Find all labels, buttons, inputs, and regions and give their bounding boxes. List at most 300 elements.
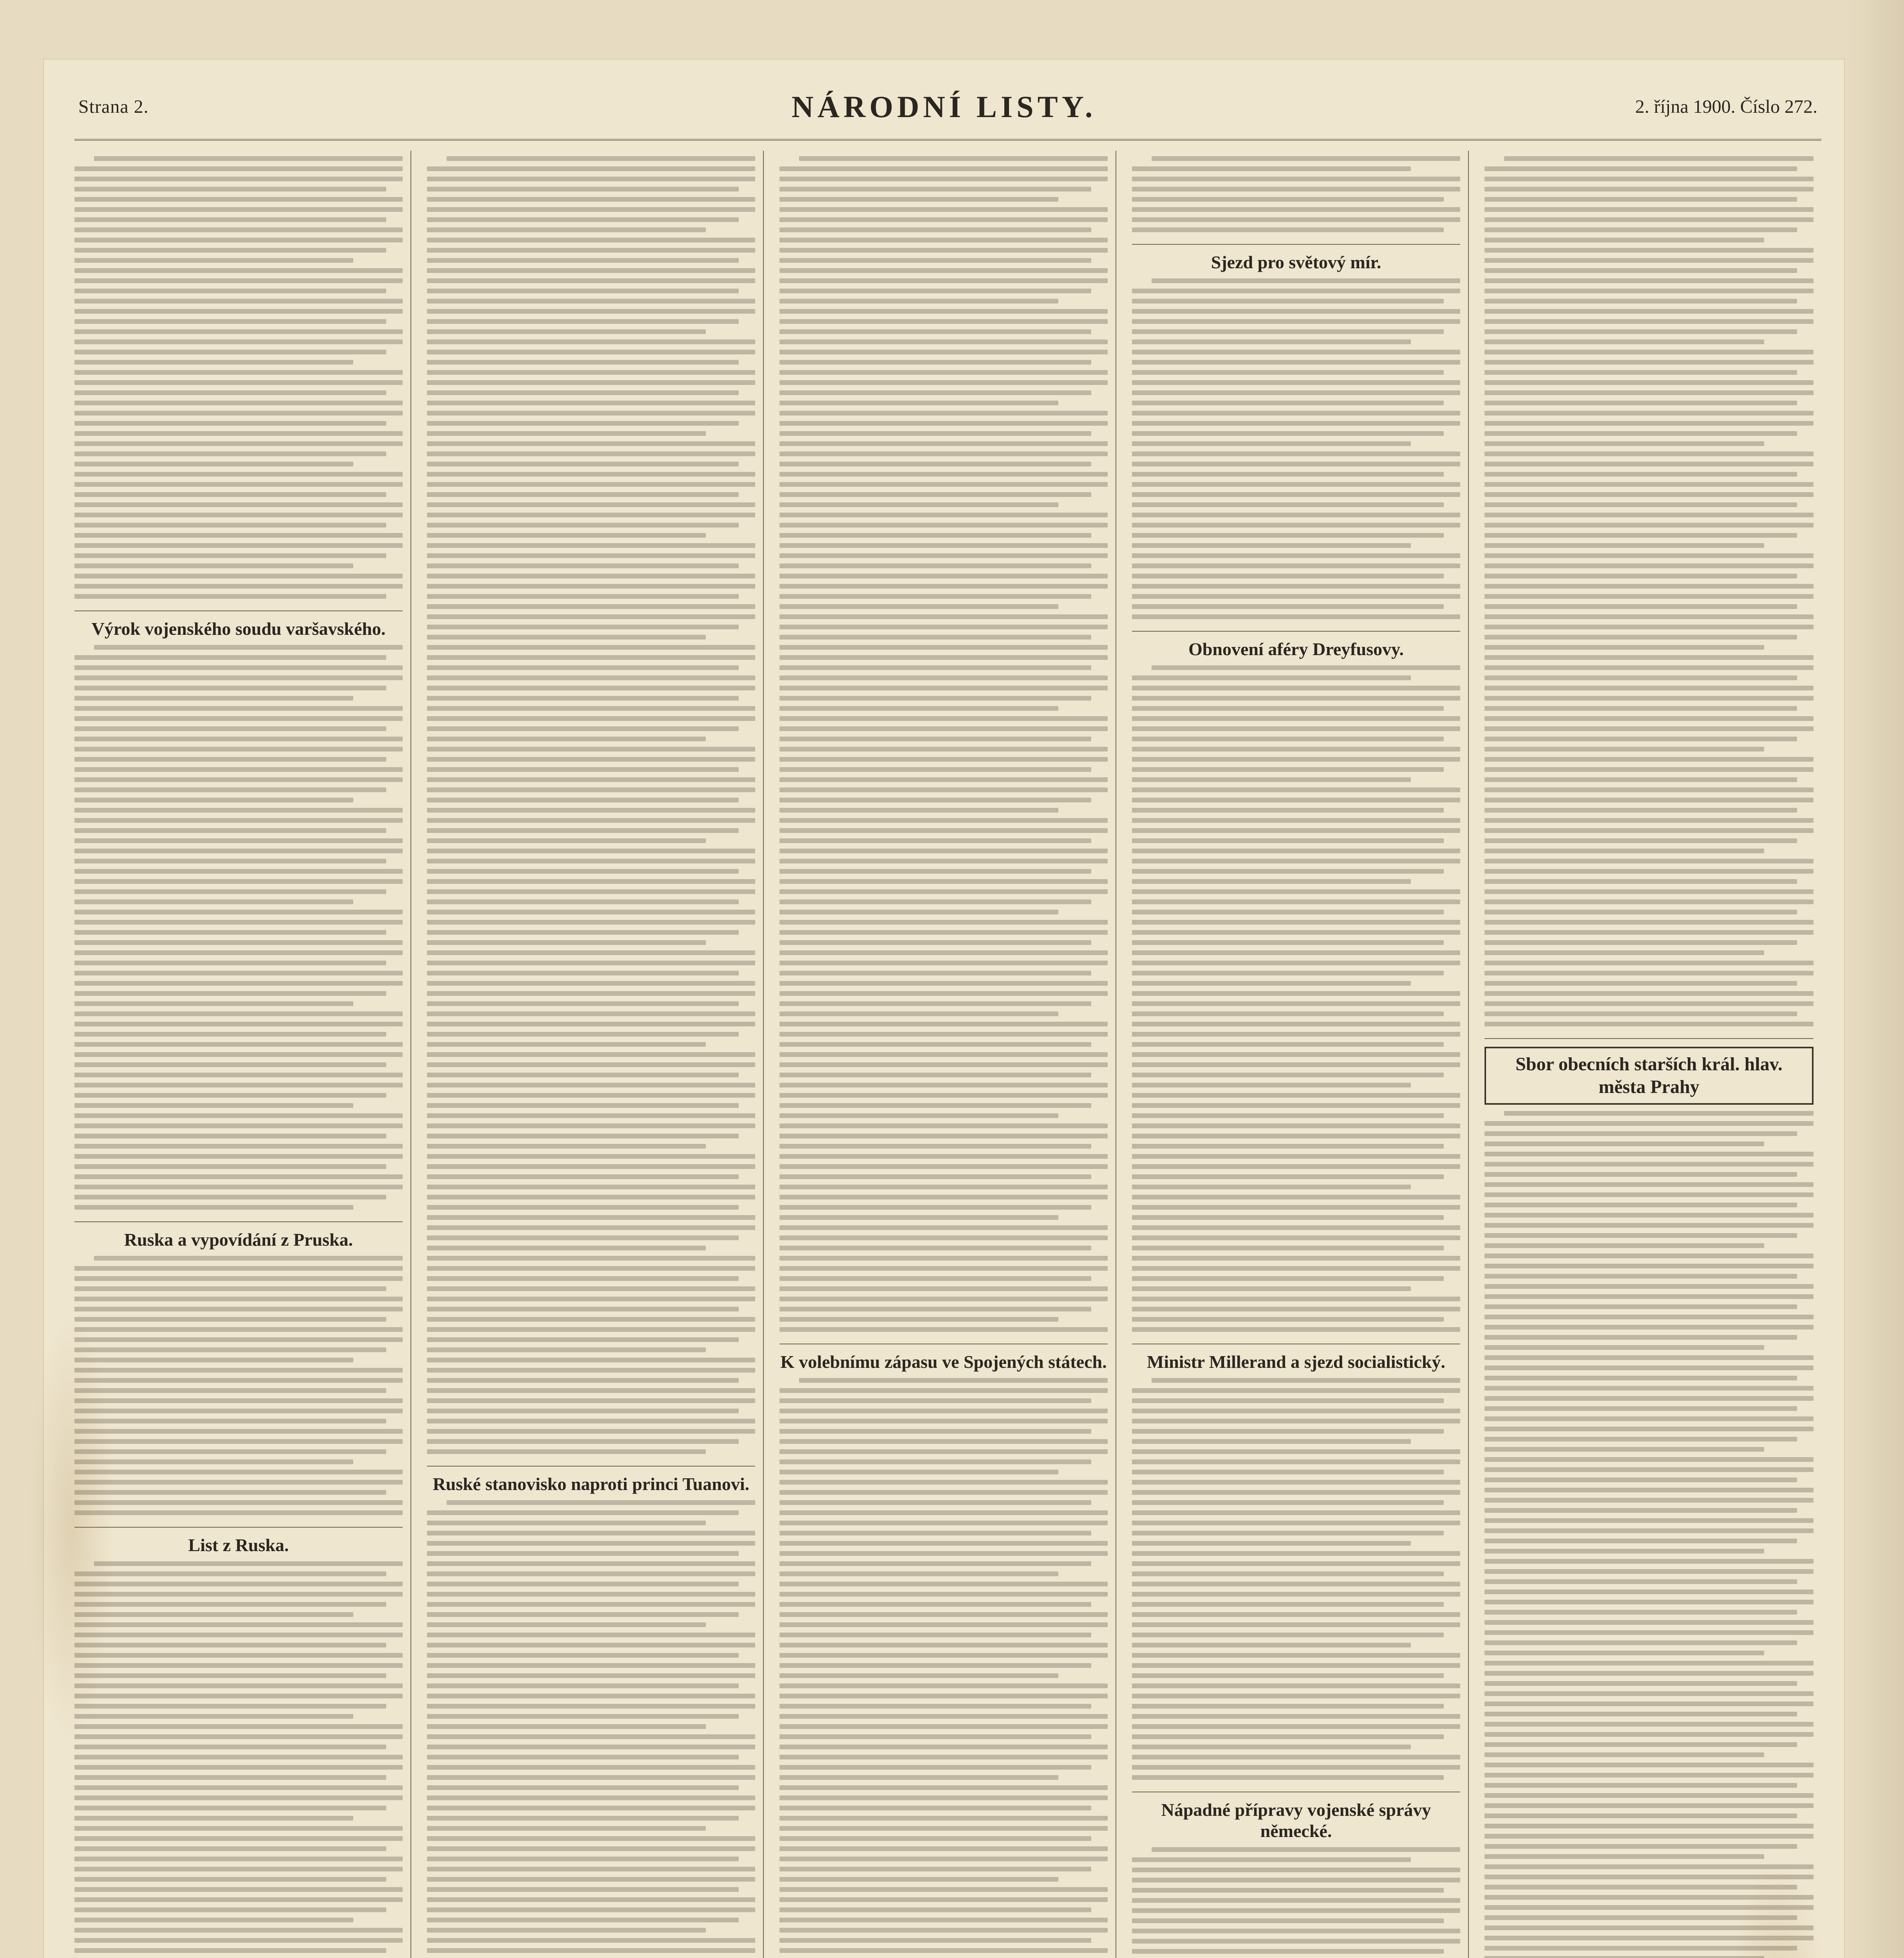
text-line bbox=[1485, 1640, 1797, 1645]
text-line bbox=[74, 1144, 403, 1149]
text-line bbox=[427, 950, 755, 955]
text-line bbox=[1132, 452, 1460, 456]
text-line bbox=[779, 1734, 1091, 1739]
text-line bbox=[1485, 492, 1814, 497]
text-line bbox=[427, 1439, 739, 1444]
text-line bbox=[1485, 726, 1814, 731]
text-line bbox=[1485, 1742, 1797, 1747]
text-line bbox=[779, 1816, 1108, 1821]
text-line bbox=[427, 380, 755, 385]
text-line bbox=[1485, 1630, 1814, 1635]
text-line bbox=[1132, 1510, 1460, 1515]
text-line bbox=[779, 187, 1091, 191]
text-line bbox=[1485, 1549, 1764, 1553]
text-line bbox=[427, 696, 739, 701]
text-line bbox=[779, 665, 1091, 670]
text-line bbox=[1132, 1062, 1460, 1067]
text-line bbox=[427, 1592, 755, 1597]
text-line bbox=[1485, 1569, 1814, 1574]
text-line bbox=[1485, 207, 1814, 212]
article bbox=[779, 156, 1108, 1332]
text-line bbox=[1485, 533, 1797, 538]
text-line bbox=[1485, 1335, 1797, 1340]
text-line bbox=[1485, 859, 1814, 863]
text-line bbox=[74, 1378, 403, 1383]
text-line bbox=[779, 1276, 1091, 1281]
text-line bbox=[1132, 1388, 1460, 1393]
text-line bbox=[1485, 543, 1764, 548]
text-line bbox=[1132, 584, 1460, 589]
text-line bbox=[779, 1012, 1058, 1016]
text-line bbox=[1485, 950, 1764, 955]
masthead: NÁRODNÍ LISTY. bbox=[791, 90, 1097, 124]
article bbox=[779, 1351, 1108, 1958]
text-line bbox=[1132, 1449, 1460, 1454]
text-line bbox=[1152, 156, 1460, 161]
text-line bbox=[427, 1938, 755, 1943]
text-line bbox=[427, 1113, 755, 1118]
text-line bbox=[427, 1887, 739, 1892]
text-line bbox=[74, 1755, 403, 1759]
text-line bbox=[427, 889, 755, 894]
text-line bbox=[1132, 1857, 1411, 1862]
text-line bbox=[74, 1857, 403, 1861]
text-line bbox=[1132, 401, 1444, 405]
text-line bbox=[427, 1795, 755, 1800]
text-line bbox=[74, 1826, 403, 1831]
text-line bbox=[74, 207, 403, 212]
text-line bbox=[1485, 1752, 1764, 1757]
text-line bbox=[74, 981, 403, 986]
text-line bbox=[74, 1317, 386, 1322]
text-line bbox=[1485, 1121, 1814, 1126]
text-line bbox=[1485, 1722, 1814, 1727]
text-line bbox=[1132, 513, 1460, 517]
text-line bbox=[779, 1246, 1091, 1250]
text-line bbox=[1132, 706, 1444, 711]
text-line bbox=[74, 1683, 403, 1688]
text-line bbox=[427, 1409, 739, 1413]
text-line bbox=[74, 1429, 403, 1434]
text-line bbox=[1132, 1602, 1444, 1607]
text-line bbox=[779, 197, 1058, 202]
text-line bbox=[779, 1154, 1108, 1159]
text-line bbox=[427, 278, 755, 283]
text-line bbox=[1132, 1235, 1460, 1240]
text-line bbox=[1132, 340, 1411, 344]
text-line bbox=[427, 849, 755, 853]
text-line bbox=[1132, 289, 1460, 293]
text-line bbox=[779, 1643, 1108, 1647]
text-line bbox=[74, 502, 403, 507]
text-line bbox=[779, 1836, 1091, 1841]
text-line bbox=[1485, 1427, 1814, 1431]
text-line bbox=[779, 1449, 1108, 1454]
text-line bbox=[779, 1846, 1108, 1851]
text-line bbox=[1132, 228, 1444, 232]
text-line bbox=[427, 1571, 755, 1576]
text-line bbox=[779, 991, 1108, 996]
text-line bbox=[799, 1378, 1108, 1383]
text-line bbox=[1132, 1694, 1460, 1698]
text-line bbox=[427, 197, 755, 202]
text-line bbox=[1132, 482, 1460, 487]
text-line bbox=[779, 696, 1091, 701]
text-line bbox=[427, 1673, 755, 1678]
text-line bbox=[427, 166, 755, 171]
text-line bbox=[427, 187, 739, 191]
text-line bbox=[74, 340, 403, 344]
text-line bbox=[427, 747, 755, 751]
text-line bbox=[74, 360, 353, 365]
text-line bbox=[779, 889, 1108, 894]
text-line bbox=[427, 1154, 755, 1159]
text-line bbox=[74, 889, 386, 894]
article-separator bbox=[74, 1221, 403, 1222]
text-line bbox=[1132, 1459, 1460, 1464]
text-line bbox=[74, 1694, 403, 1698]
text-line bbox=[1132, 737, 1444, 741]
text-line bbox=[74, 441, 403, 446]
text-line bbox=[1485, 441, 1764, 446]
text-line bbox=[74, 350, 386, 354]
text-line bbox=[779, 502, 1058, 507]
text-line bbox=[427, 1093, 755, 1098]
text-line bbox=[1485, 1956, 1764, 1958]
date-issue: 2. října 1900. Číslo 272. bbox=[1635, 96, 1817, 117]
text-line bbox=[427, 726, 739, 731]
text-line bbox=[1485, 1274, 1797, 1279]
text-line bbox=[1132, 1205, 1460, 1210]
text-line bbox=[427, 1765, 755, 1770]
text-line bbox=[427, 452, 755, 456]
text-line bbox=[1132, 1898, 1460, 1903]
text-line bbox=[779, 594, 1091, 599]
text-line bbox=[1485, 1416, 1814, 1421]
text-line bbox=[1485, 900, 1814, 904]
text-line bbox=[1132, 1592, 1460, 1597]
text-line bbox=[779, 1388, 1108, 1393]
text-line bbox=[1132, 1073, 1444, 1077]
text-line bbox=[1485, 1712, 1797, 1716]
text-line bbox=[779, 1093, 1108, 1098]
text-line bbox=[1132, 594, 1460, 599]
text-line bbox=[779, 1897, 1108, 1902]
text-line bbox=[779, 818, 1108, 823]
text-line bbox=[779, 1062, 1108, 1067]
text-line bbox=[779, 248, 1108, 253]
text-line bbox=[1485, 1844, 1797, 1849]
text-line bbox=[779, 278, 1108, 283]
text-line bbox=[1132, 197, 1444, 202]
text-line bbox=[1485, 248, 1814, 253]
text-line bbox=[1485, 1681, 1797, 1686]
text-line bbox=[1132, 177, 1460, 181]
text-line bbox=[427, 1378, 739, 1383]
text-line bbox=[427, 564, 739, 568]
text-line bbox=[1485, 1315, 1814, 1319]
text-line bbox=[779, 462, 1091, 466]
text-line bbox=[779, 431, 1091, 436]
text-line bbox=[74, 686, 386, 690]
text-line bbox=[74, 166, 403, 171]
text-line bbox=[74, 1297, 403, 1301]
text-line bbox=[427, 859, 755, 863]
text-line bbox=[74, 1846, 386, 1851]
text-line bbox=[779, 1775, 1058, 1780]
text-line bbox=[1132, 1174, 1444, 1179]
text-line bbox=[1132, 309, 1460, 314]
text-line bbox=[779, 635, 1091, 639]
text-line bbox=[779, 1826, 1108, 1831]
text-line bbox=[779, 1510, 1108, 1515]
text-line bbox=[1485, 1661, 1814, 1665]
text-line bbox=[74, 737, 403, 741]
text-line bbox=[427, 1683, 739, 1688]
text-line bbox=[1152, 278, 1460, 283]
article bbox=[74, 1535, 403, 1958]
text-line bbox=[1485, 574, 1797, 578]
text-line bbox=[1485, 1793, 1814, 1798]
text-line bbox=[779, 920, 1108, 925]
text-line bbox=[427, 421, 739, 426]
text-line bbox=[1485, 1600, 1814, 1604]
text-line bbox=[779, 258, 1091, 263]
text-line bbox=[1132, 207, 1460, 212]
text-line bbox=[74, 1368, 403, 1373]
text-line bbox=[779, 390, 1091, 395]
text-line bbox=[427, 1836, 755, 1841]
text-line bbox=[427, 940, 706, 945]
text-line bbox=[1132, 543, 1411, 548]
text-line bbox=[74, 1185, 403, 1189]
text-line bbox=[1485, 309, 1814, 314]
text-line bbox=[427, 767, 739, 772]
text-line bbox=[1132, 1878, 1460, 1882]
text-line bbox=[427, 1174, 739, 1179]
text-line bbox=[1485, 1345, 1764, 1350]
text-line bbox=[1485, 1824, 1814, 1828]
text-line bbox=[74, 920, 403, 925]
text-line bbox=[427, 676, 755, 680]
text-line bbox=[1132, 1266, 1460, 1271]
page-edge-shadow bbox=[1845, 0, 1904, 1958]
text-line bbox=[1485, 1457, 1814, 1462]
text-line bbox=[779, 910, 1058, 914]
text-line bbox=[74, 401, 403, 405]
text-line bbox=[1132, 900, 1460, 904]
text-line bbox=[1132, 360, 1460, 365]
text-line bbox=[427, 1246, 706, 1250]
text-line bbox=[427, 1531, 755, 1535]
text-line bbox=[1485, 1763, 1814, 1767]
text-line bbox=[1132, 1001, 1460, 1006]
text-line bbox=[1132, 828, 1460, 833]
article-headline: Sjezd pro světový mír. bbox=[1211, 252, 1381, 272]
text-line bbox=[779, 289, 1091, 293]
text-line bbox=[779, 1928, 1108, 1933]
text-line bbox=[74, 462, 353, 466]
text-line bbox=[94, 156, 403, 161]
text-line bbox=[779, 360, 1091, 365]
text-line bbox=[74, 1500, 403, 1505]
text-line bbox=[1485, 879, 1797, 884]
text-line bbox=[779, 879, 1108, 884]
text-line bbox=[779, 1622, 1108, 1627]
text-line bbox=[779, 401, 1058, 405]
text-line bbox=[427, 1358, 755, 1362]
text-line bbox=[74, 1918, 353, 1922]
text-line bbox=[1485, 1539, 1797, 1543]
text-line bbox=[427, 309, 755, 314]
text-line bbox=[1485, 1702, 1814, 1706]
text-line bbox=[74, 380, 403, 385]
text-line bbox=[779, 482, 1108, 487]
text-line bbox=[779, 380, 1108, 385]
text-line bbox=[1485, 370, 1797, 375]
text-line bbox=[779, 513, 1108, 517]
text-line bbox=[427, 828, 739, 833]
text-line bbox=[779, 1755, 1108, 1759]
text-line bbox=[1485, 1813, 1797, 1818]
text-line bbox=[427, 1602, 755, 1607]
text-line bbox=[1485, 614, 1814, 619]
text-line bbox=[1485, 737, 1797, 741]
text-line bbox=[427, 1622, 706, 1627]
text-line bbox=[1485, 360, 1814, 365]
text-line bbox=[1485, 1437, 1797, 1441]
text-line bbox=[427, 472, 755, 477]
text-line bbox=[427, 441, 755, 446]
text-line bbox=[74, 1887, 403, 1892]
text-line bbox=[779, 1134, 1108, 1138]
text-line bbox=[1485, 1001, 1814, 1006]
text-line bbox=[1132, 1083, 1411, 1087]
text-line bbox=[1132, 574, 1444, 578]
text-line bbox=[427, 1582, 739, 1586]
text-line bbox=[74, 940, 403, 945]
text-line bbox=[1485, 1936, 1814, 1940]
text-line bbox=[427, 1001, 739, 1006]
column-1 bbox=[74, 151, 411, 1958]
text-line bbox=[1485, 1732, 1814, 1737]
text-line bbox=[427, 1388, 755, 1393]
text-line bbox=[74, 1510, 403, 1515]
text-line bbox=[74, 900, 353, 904]
article bbox=[74, 156, 403, 599]
text-line bbox=[1485, 390, 1814, 395]
text-line bbox=[1485, 452, 1814, 456]
text-line bbox=[1485, 217, 1814, 222]
text-line bbox=[1132, 940, 1444, 945]
column-5 bbox=[1485, 151, 1821, 1958]
text-line bbox=[447, 1500, 755, 1505]
text-line bbox=[427, 1052, 755, 1057]
text-line bbox=[427, 1857, 739, 1861]
text-line bbox=[427, 1215, 755, 1220]
article-separator bbox=[1485, 1038, 1814, 1039]
text-line bbox=[74, 1012, 403, 1016]
text-line bbox=[74, 1174, 403, 1179]
text-line bbox=[1485, 1172, 1797, 1177]
text-line bbox=[1485, 1590, 1814, 1594]
text-line bbox=[1132, 920, 1460, 925]
text-line bbox=[1132, 930, 1460, 935]
text-line bbox=[427, 1561, 755, 1566]
text-line bbox=[1485, 889, 1814, 894]
text-line bbox=[427, 370, 755, 375]
text-line bbox=[74, 268, 403, 273]
text-line bbox=[427, 777, 755, 782]
text-line bbox=[779, 574, 1108, 578]
text-line bbox=[1485, 1203, 1797, 1207]
text-line bbox=[1485, 1396, 1814, 1401]
text-line bbox=[1485, 1864, 1814, 1869]
text-line bbox=[1132, 329, 1444, 334]
text-line bbox=[779, 950, 1108, 955]
text-line bbox=[1132, 1755, 1460, 1759]
text-line bbox=[1485, 289, 1814, 293]
text-line bbox=[427, 1032, 739, 1037]
text-line bbox=[427, 1205, 739, 1210]
text-line bbox=[427, 614, 755, 619]
text-line bbox=[1152, 1378, 1460, 1383]
text-line bbox=[1132, 879, 1411, 884]
text-line bbox=[427, 1541, 755, 1546]
text-line bbox=[1132, 716, 1460, 721]
text-line bbox=[779, 1317, 1058, 1322]
text-line bbox=[1132, 1256, 1460, 1261]
text-line bbox=[1132, 1022, 1460, 1026]
article bbox=[74, 618, 403, 1210]
text-line bbox=[1485, 1854, 1764, 1859]
text-line bbox=[74, 1266, 403, 1271]
text-line bbox=[1485, 1528, 1814, 1533]
text-line bbox=[1132, 1571, 1444, 1576]
text-line bbox=[1485, 1559, 1814, 1564]
text-line bbox=[779, 1592, 1108, 1597]
text-line bbox=[1485, 767, 1814, 772]
text-line bbox=[74, 808, 403, 813]
text-line bbox=[1485, 1254, 1814, 1258]
text-line bbox=[427, 1918, 739, 1922]
text-line bbox=[779, 1185, 1108, 1189]
text-line bbox=[1132, 1439, 1411, 1444]
text-line bbox=[427, 228, 706, 232]
text-line bbox=[427, 1846, 755, 1851]
text-line bbox=[1132, 1500, 1444, 1505]
text-line bbox=[427, 665, 739, 670]
text-line bbox=[427, 533, 706, 538]
text-line bbox=[779, 1307, 1091, 1311]
text-line bbox=[779, 767, 1091, 772]
text-line bbox=[1132, 696, 1460, 701]
text-line bbox=[74, 1347, 386, 1352]
text-line bbox=[74, 1592, 403, 1597]
text-line bbox=[427, 513, 755, 517]
text-line bbox=[1132, 370, 1444, 375]
text-line bbox=[1132, 390, 1460, 395]
text-line bbox=[427, 553, 755, 558]
text-line bbox=[427, 248, 755, 253]
column-2 bbox=[427, 151, 764, 1958]
text-line bbox=[427, 1225, 755, 1230]
text-line bbox=[1132, 533, 1444, 538]
text-line bbox=[1132, 1480, 1460, 1485]
text-line bbox=[427, 1307, 739, 1311]
text-line bbox=[1132, 1775, 1444, 1780]
text-line bbox=[779, 319, 1108, 324]
